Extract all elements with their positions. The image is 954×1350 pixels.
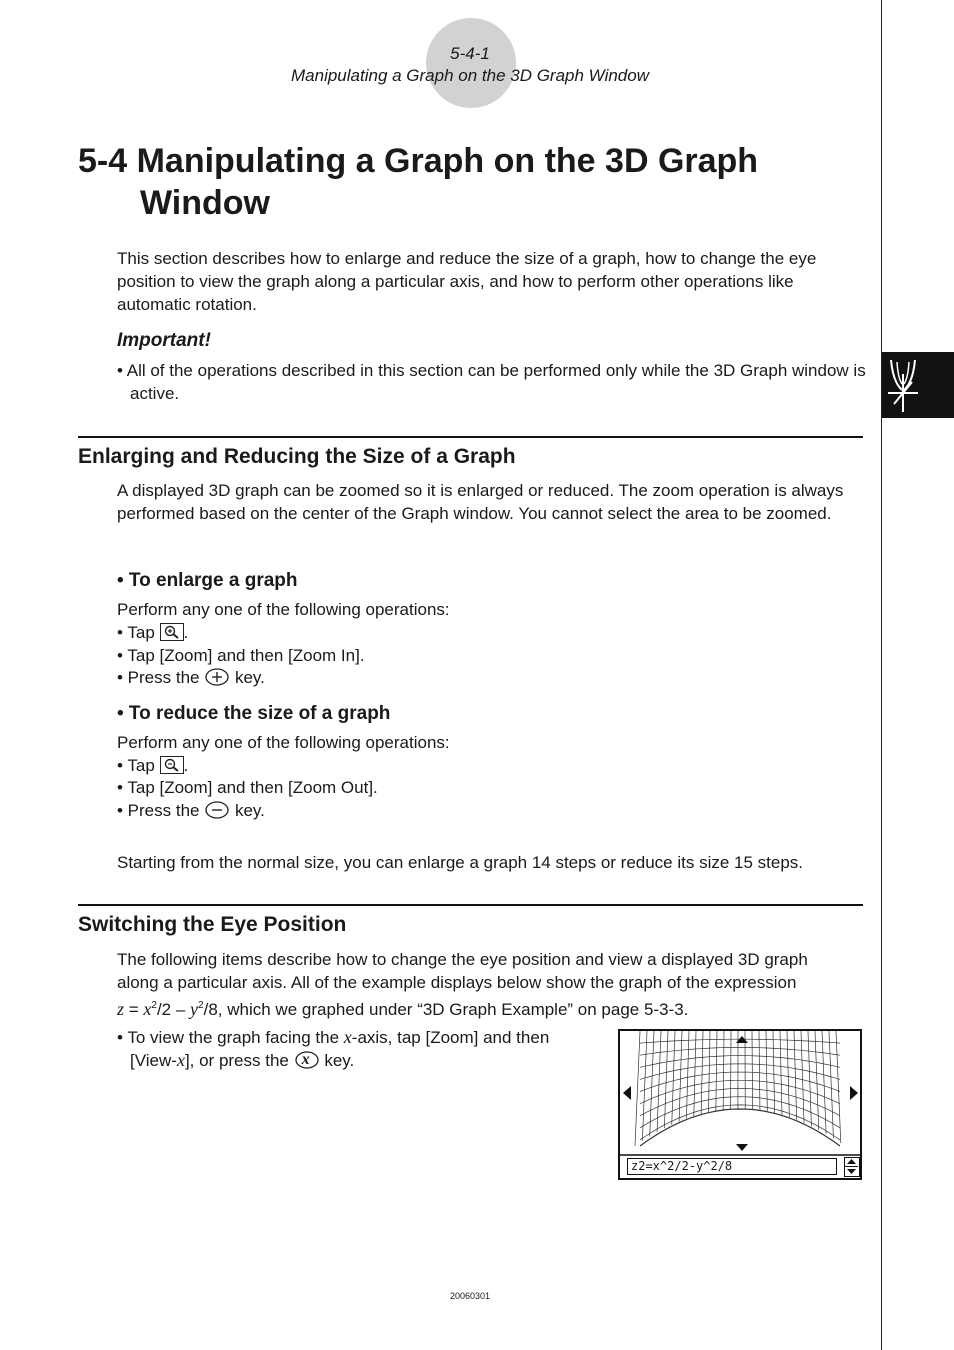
important-label: Important! [117, 330, 211, 351]
reduce-key-step [117, 799, 265, 825]
page-number: 5-4-1 [450, 44, 490, 63]
enlarge-menu-step: • Tap [Zoom] and then [Zoom In]. [117, 646, 365, 665]
view-x-text-b: -axis, tap [Zoom] and then [351, 1028, 550, 1047]
chapter-tab [882, 352, 954, 418]
reduce-press-prefix: • Press the [117, 801, 205, 820]
enlarge-heading: • To enlarge a graph [117, 570, 298, 591]
page-title-line1: 5-4 Manipulating a Graph on the 3D Graph [78, 142, 759, 180]
right-margin-rule [881, 0, 882, 1350]
section-heading-eye-position: Switching the Eye Position [78, 913, 347, 936]
3d-graph-icon [882, 352, 954, 418]
enlarge-press-prefix: • Press the [117, 668, 205, 687]
reduce-tap-suffix: . [183, 756, 189, 775]
up-down-arrows-icon [845, 1158, 858, 1175]
x-key-label: x [301, 1051, 310, 1068]
enlarge-press-suffix: key. [230, 668, 265, 687]
eye-position-text-line1: The following items describe how to change the eye position and view a displayed 3D graph [117, 950, 808, 969]
view-x-text-d: ], or press the [184, 1051, 294, 1070]
plus-key-icon [204, 668, 230, 692]
enlarge-intro: Perform any one of the following operations: [117, 600, 450, 619]
view-x-bullet-line1 [117, 1026, 549, 1049]
view-x-text-c: [View- [130, 1051, 177, 1070]
enlarge-tap-prefix: • Tap [117, 623, 160, 642]
enlarge-tap-suffix: . [183, 623, 189, 642]
expression-input-text: z2=x^2/2-y^2/8 [631, 1159, 733, 1173]
minus-key-icon [204, 801, 230, 825]
section-rule [78, 904, 863, 906]
important-note: • All of the operations described in this section can be performed only while the 3D Graph window is active. [117, 361, 866, 403]
reduce-tap-prefix: • Tap [117, 756, 160, 775]
reduce-heading: • To reduce the size of a graph [117, 703, 391, 724]
page-title [78, 140, 858, 224]
arrow-down-icon [736, 1144, 748, 1151]
view-x-axis-var-2: x [176, 1050, 185, 1070]
reduce-press-suffix: key. [230, 801, 265, 820]
section-heading-zoom: Enlarging and Reducing the Size of a Graph [78, 445, 516, 468]
expr-var-y: y [190, 999, 199, 1019]
x-key-icon [294, 1051, 320, 1069]
expr-tail: /8, which we graphed under “3D Graph Example” on page 5-3-3. [203, 1000, 689, 1019]
expr-equals: = [124, 1000, 144, 1019]
zoom-description: A displayed 3D graph can be zoomed so it is enlarged or reduced. The zoom operation is always performed based on the center of the Graph window. You cannot select the area to be zoomed. [117, 481, 844, 523]
calculator-screen [618, 1029, 862, 1180]
reduce-intro: Perform any one of the following operations: [117, 733, 450, 752]
view-x-text-e: key. [319, 1051, 355, 1070]
section-rule [78, 436, 863, 438]
expr-var-x: x [143, 999, 152, 1019]
3d-graph-view [620, 1031, 860, 1178]
expr-var-z: z [117, 999, 125, 1019]
expr-exponent-y: 2 [198, 1000, 204, 1011]
zoom-steps-note: Starting from the normal size, you can enlarge a graph 14 steps or reduce its size 15 steps. [117, 853, 804, 872]
view-x-axis-var: x [343, 1027, 352, 1047]
expr-middle: /2 – [156, 1000, 191, 1019]
view-x-text-a: • To view the graph facing the [117, 1028, 344, 1047]
page-title-line2: Window [140, 184, 270, 222]
reduce-menu-step: • Tap [Zoom] and then [Zoom Out]. [117, 778, 378, 797]
arrow-left-icon [623, 1086, 631, 1100]
eye-position-text-line2: along a particular axis. All of the example displays below show the graph of the expression [117, 973, 797, 992]
eye-position-expression-line [117, 994, 688, 1021]
scroll-stepper[interactable] [844, 1157, 860, 1177]
expr-exponent-x: 2 [151, 1000, 157, 1011]
intro-paragraph: This section describes how to enlarge and reduce the size of a graph, how to change the eye position to view the graph along a particular axis, and how to perform other operations like automatic rotation. [117, 249, 817, 314]
running-title: Manipulating a Graph on the 3D Graph Window [291, 66, 649, 85]
arrow-right-icon [850, 1086, 858, 1100]
expression-input[interactable] [627, 1158, 837, 1175]
view-x-bullet-line2 [130, 1049, 354, 1072]
enlarge-key-step [117, 666, 265, 692]
footer-code: 20060301 [449, 1291, 491, 1301]
